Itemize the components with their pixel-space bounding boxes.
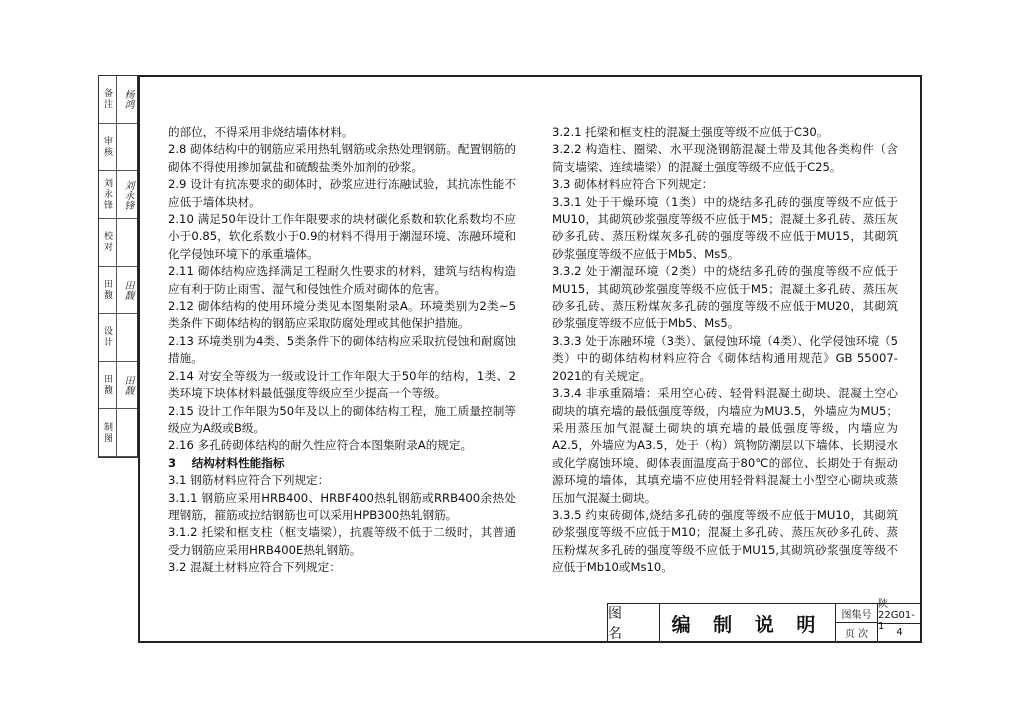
clause-paragraph: 的部位，不得采用非烧结墙体材料。	[168, 125, 354, 139]
sidebar-cell	[99, 76, 137, 124]
clause-paragraph: 3.2.1 托梁和框支柱的混凝土强度等级不应低于C30。	[552, 125, 829, 139]
clause-paragraph: 3.2.2 构造柱、圈梁、水平现浇钢筋混凝土带及其他各类构件（含筒支墙梁、连续墙梁）的混凝土强度等级不应低于C25。	[552, 142, 898, 174]
sidebar-cell	[99, 219, 137, 267]
clause-paragraph: 3.1.2 托梁和框支柱（框支墙梁），抗震等级不低于二级时，其普通受力钢筋应采用HRB400E热轧钢筋。	[168, 525, 516, 557]
sidebar-role: 田馥	[99, 362, 117, 409]
sidebar-cell	[99, 267, 137, 315]
sidebar-signature: 刘永锋	[122, 179, 133, 210]
clause-paragraph: 2.9 设计有抗冻要求的砌体时，砂浆应进行冻融试验，其抗冻性能不应低于墙体块材。	[168, 177, 516, 209]
clause-paragraph: 2.10 满足50年设计工作年限要求的块材碳化系数和软化系数均不应小于0.85，软化系数小于0.9的材料不得用于潮湿环境、冻融环境和化学侵蚀环境下的承重墙体。	[168, 212, 516, 261]
section-heading: 3 结构材料性能指标	[168, 455, 285, 470]
clause-paragraph: 3.3.1 处于干燥环境（1类）中的烧结多孔砖的强度等级不应低于MU10，其砌筑砂浆强度等级不应低于M5；混凝土多孔砖、蒸压灰砂多孔砖、蒸压粉煤灰多孔砖的强度等级不应低于MU15，其砌筑砂浆强度等级不应低于Mb5、Ms5。	[552, 194, 898, 261]
left-text-column	[168, 124, 516, 577]
title-block	[607, 599, 922, 643]
clause-paragraph: 2.8 砌体结构中的钢筋应采用热轧钢筋或余热处理钢筋。配置钢筋的砌体不得使用掺加氯盐和硫酸盐类外加剂的砂浆。	[168, 142, 516, 174]
clause-paragraph: 3.3.5 约束砖砌体,烧结多孔砖的强度等级不应低于MU10，其砌筑砂浆强度等级不应低于M10；混凝土多孔砖、蒸压灰砂多孔砖、蒸压粉煤灰多孔砖的强度等级不应低于MU15,其砌筑砂浆强度等级不应低于Mb10或Ms10。	[552, 507, 898, 575]
sidebar-role: 设计	[99, 314, 117, 361]
sidebar-signature	[118, 409, 137, 456]
title-label: 图 名	[608, 604, 660, 642]
sidebar-signature: 田馥	[122, 279, 133, 300]
atlas-number: 陕22G01-1	[878, 604, 921, 624]
clause-paragraph: 3.1 钢筋材料应符合下列规定：	[168, 473, 330, 488]
sidebar-cell	[99, 124, 137, 172]
sidebar-role: 刘永锋	[99, 171, 117, 218]
sidebar-cell	[99, 362, 137, 410]
sidebar-cell	[99, 409, 137, 457]
sidebar-signature: 杨鸿	[122, 89, 133, 110]
clause-paragraph: 3.1.1 钢筋应采用HRB400、HRBF400热轧钢筋或RRB400余热处理钢筋，箍筋或拉结钢筋也可以采用HPB300热轧钢筋。	[168, 490, 516, 522]
sidebar-signature: 田馥	[122, 375, 133, 396]
clause-paragraph: 3.3 砌体材料应符合下列规定：	[552, 177, 714, 192]
clause-paragraph: 2.15 设计工作年限为50年及以上的砌体结构工程，施工质量控制等级应为A级或B级。	[168, 403, 516, 435]
clause-paragraph: 2.13 环境类别为4类、5类条件下的砌体结构应采取抗侵蚀和耐腐蚀措施。	[168, 333, 516, 366]
clause-paragraph: 2.12 砌体结构的使用环境分类见本图集附录A。环境类别为2类~5类条件下砌体结构的钢筋应采取防腐处理或其他保护措施。	[168, 299, 516, 331]
clause-paragraph: 2.11 砌体结构应选择满足工程耐久性要求的材料，建筑与结构构造应有利于防止雨雪、湿气和侵蚀性介质对砌体的危害。	[168, 264, 516, 296]
approval-sidebar	[98, 75, 138, 458]
sidebar-signature	[118, 219, 137, 266]
clause-paragraph: 3.3.4 非承重隔墙：采用空心砖、轻骨料混凝土砌块、混凝土空心砌块的填充墙的最低强度等级，内墙应为MU3.5，外墙应为MU5；采用蒸压加气混凝土砌块的填充墙的最低强度等级，内墙应为A2.5，外墙应为A3.5，处于（构）筑物防潮层以下墙体、长期浸水或化学腐蚀环境、砌体表面温度高于80℃的部位、长期处于有振动源环境的墙体，其填充墙不应使用轻骨料混凝土小型空心砌块或蒸压加气混凝土砌块。	[552, 386, 898, 505]
clause-paragraph: 3.2 混凝土材料应符合下列规定：	[168, 560, 341, 575]
clause-paragraph: 2.16 多孔砖砌体结构的耐久性应符合本图集附录A的规定。	[168, 438, 473, 453]
sidebar-signature	[118, 314, 137, 361]
sidebar-role: 校对	[99, 219, 117, 266]
atlas-number-label: 图集号	[836, 604, 878, 623]
drawing-title: 编 制 说 明	[660, 604, 836, 642]
sidebar-signature	[118, 124, 137, 171]
clause-paragraph: 3.3.3 处于冻融环境（3类）、氯侵蚀环境（4类）、化学侵蚀环境（5类）中的砌体结构材料应符合《砌体结构通用规范》GB 55007-2021的有关规定。	[552, 333, 898, 383]
page-number-label: 页 次	[836, 623, 878, 642]
clause-paragraph: 2.14 对安全等级为一级或设计工作年限大于50年的结构，1类、2类环境下块体材料最低强度等级应至少提高一个等级。	[168, 368, 516, 401]
sidebar-role: 制图	[99, 409, 117, 456]
sidebar-role: 备注	[99, 76, 117, 123]
sidebar-role: 审核	[99, 124, 117, 171]
clause-paragraph: 3.3.2 处于潮湿环境（2类）中的烧结多孔砖的强度等级不应低于MU15，其砌筑砂浆强度等级不应低于M5；混凝土多孔砖、蒸压灰砂多孔砖、蒸压粉煤灰多孔砖的强度等级不应低于MU20，其砌筑砂浆强度等级不应低于Mb5、Ms5。	[552, 264, 898, 331]
page-number: 4	[896, 627, 903, 638]
sidebar-cell	[99, 171, 137, 219]
sidebar-cell	[99, 314, 137, 362]
right-text-column	[552, 124, 898, 577]
sidebar-role: 田馥	[99, 267, 117, 314]
